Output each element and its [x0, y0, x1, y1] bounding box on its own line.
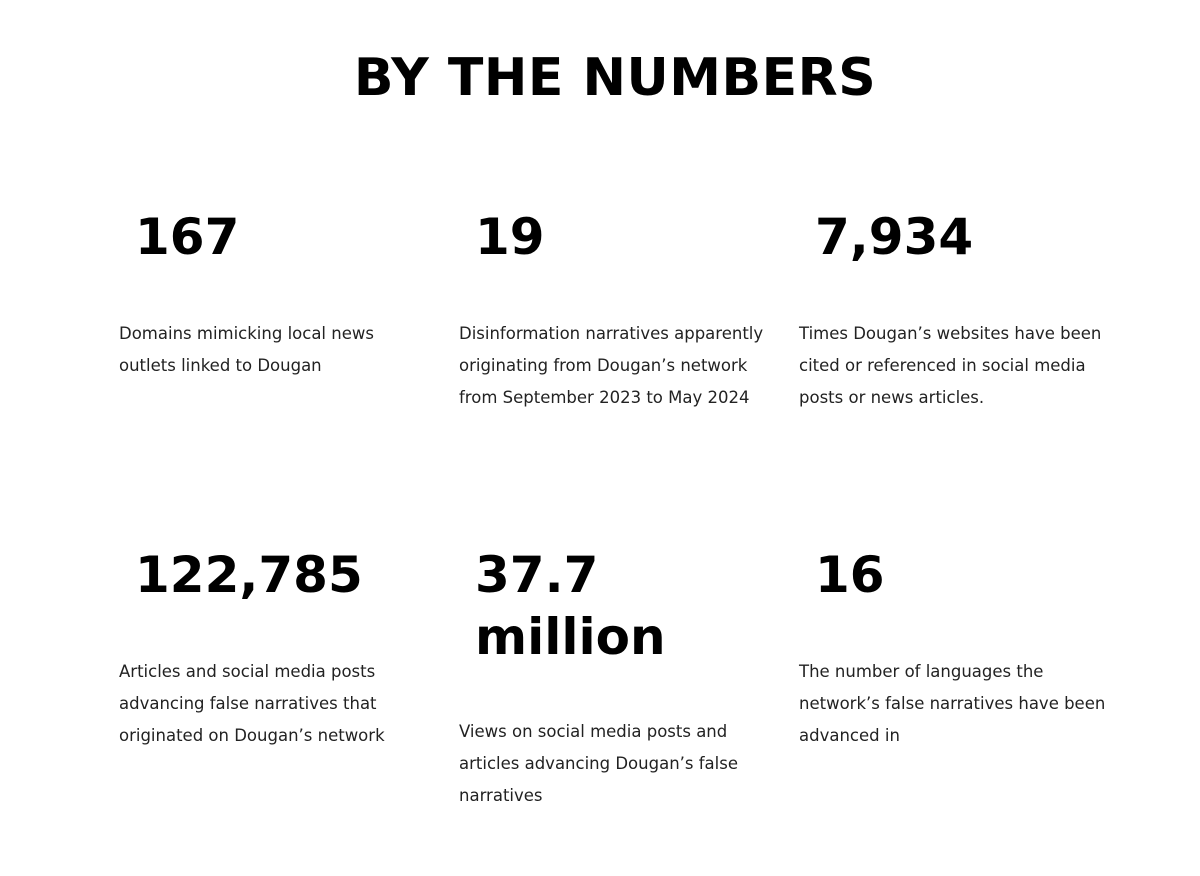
stat-value: 7,934 [815, 208, 974, 266]
stat-value: 19 [475, 208, 545, 266]
stat-description: The number of languages the network’s false narratives have been advanced in [799, 662, 1106, 745]
stat-description: Times Dougan’s websites have been cited or referenced in social media posts or news articles. [799, 324, 1102, 407]
stat-item-citations [799, 206, 1109, 414]
stat-item-articles-posts [119, 544, 429, 752]
stat-value: 122,785 [135, 546, 363, 604]
stat-value: 167 [135, 208, 240, 266]
stat-item-narratives [459, 206, 769, 414]
stat-item-views [459, 544, 769, 812]
stat-description: Domains mimicking local news outlets linked to Dougan [119, 324, 374, 375]
stat-description: Views on social media posts and articles advancing Dougan’s false narratives [459, 722, 738, 805]
stat-description: Articles and social media posts advancing false narratives that originated on Dougan’s network [119, 662, 385, 745]
stat-value: 16 [815, 546, 885, 604]
stat-description: Disinformation narratives apparently originating from Dougan’s network from September 2023 to May 2024 [459, 324, 764, 407]
stat-item-languages [799, 544, 1109, 752]
stat-value: 37.7 million [475, 546, 666, 666]
stat-item-domains [119, 206, 429, 382]
section-title: BY THE NUMBERS [353, 48, 877, 108]
